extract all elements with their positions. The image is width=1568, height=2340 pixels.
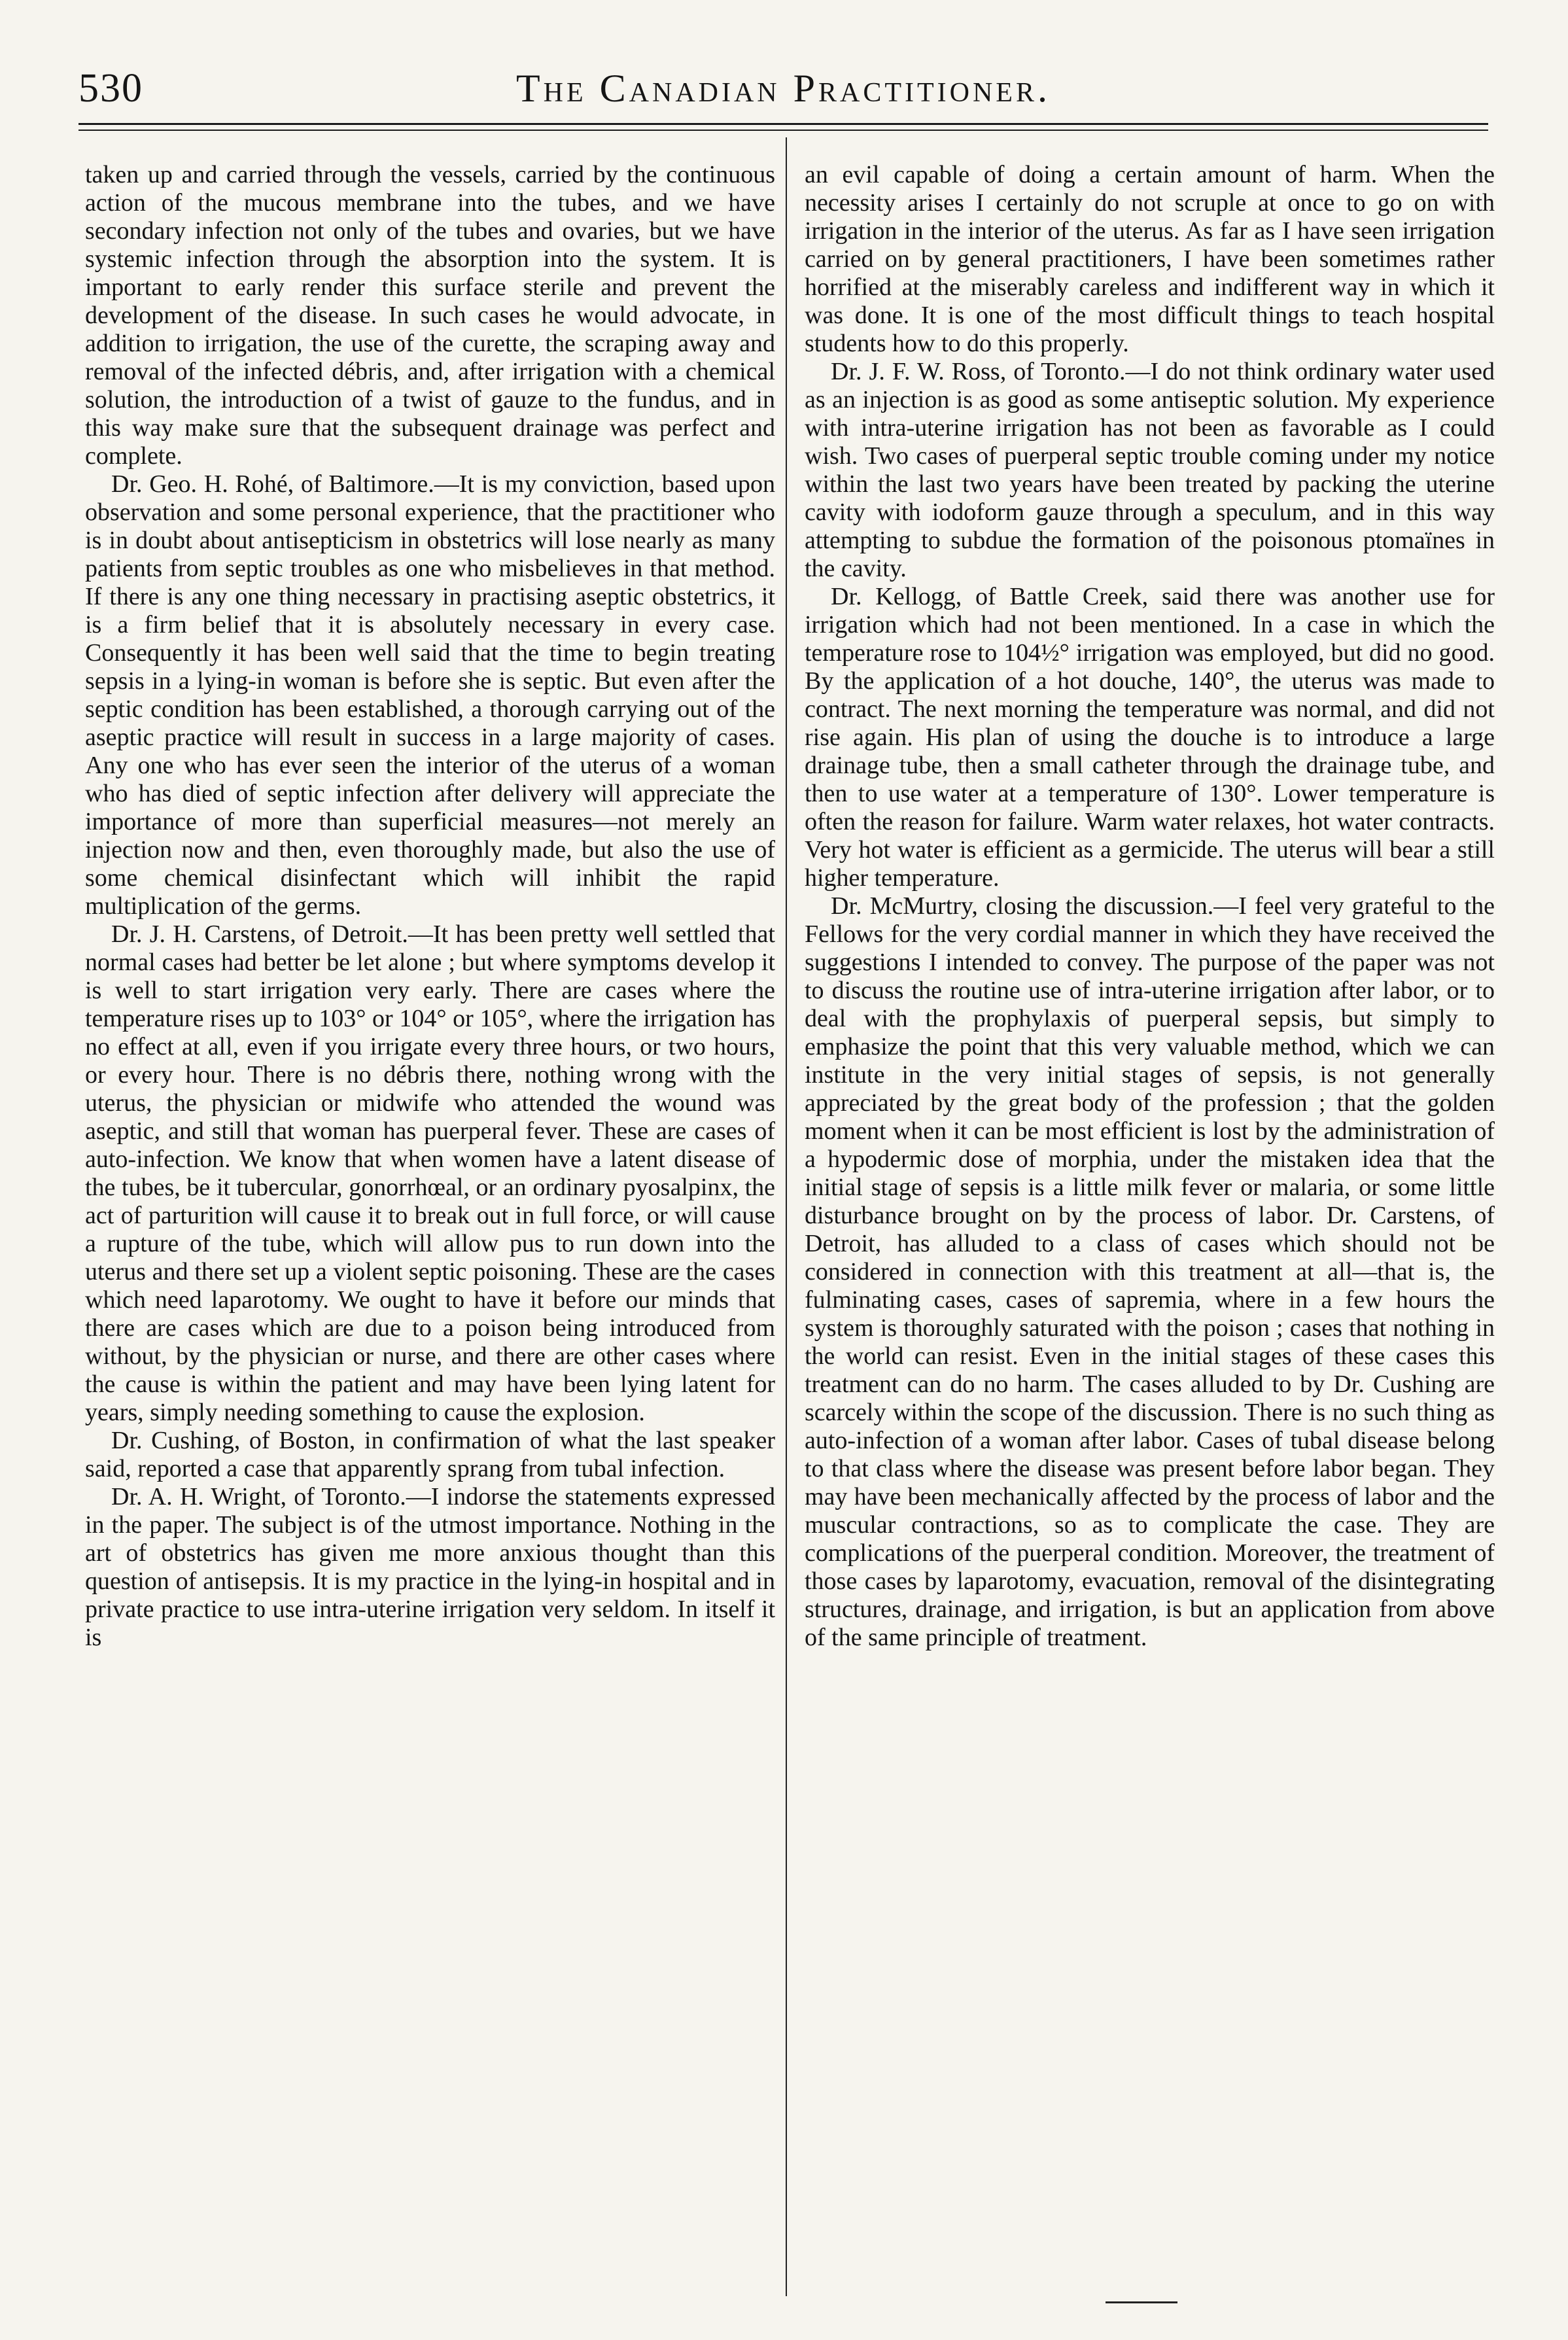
column-divider <box>786 137 787 2296</box>
paragraph-continuation: taken up and carried through the vessels, carried by the continuous action of the mucous membrane into the tubes, and we have secondary infection not only of the tubes and ovaries, but we have systemic infection through the absorption into the system. It is important to early render this surface sterile and prevent the development of the disease. In such cases he would advocate, in addition to irrigation, the use of the curette, the scraping away and removal of the infected débris, and, after irrigation with a chemical solution, the introduction of a twist of gauze to the fundus, and in this way make sure that the subsequent drainage was perfect and complete. <box>85 161 775 470</box>
paragraph-carstens: Dr. J. H. Carstens, of Detroit.—It has been pretty well settled that normal cases had better be let alone ; but where symptoms develop it is well to start irrigation very early. There are cases where the temperature rises up to 103° or 104° or 105°, where the irrigation has no effect at all, even if you irrigate every three hours, or two hours, or every hour. There is no débris there, nothing wrong with the uterus, the physician or midwife who attended the wound was aseptic, and still that woman has puerperal fever. These are cases of auto-infection. We know that when women have a latent disease of the tubes, be it tubercular, gonorrhœal, or an ordinary pyosalpinx, the act of parturition will cause it to break out in full force, or will cause a rupture of the tube, which will allow pus to run down into the uterus and there set up a violent septic poisoning. These are the cases which need laparotomy. We ought to have it before our minds that there are cases which are due to a poison being introduced from without, by the physician or nurse, and there are other cases where the cause is within the patient and may have been lying latent for years, simply needing something to cause the explosion. <box>85 920 775 1426</box>
left-column <box>85 161 775 2313</box>
page-number: 530 <box>78 66 143 111</box>
paragraph-kellogg: Dr. Kellogg, of Battle Creek, said there was another use for irrigation which had not been mentioned. In a case in which the temperature rose to 104½° irrigation was employed, but did no good. By the application of a hot douche, 140°, the uterus was made to contract. The next morning the temperature was normal, and did not rise again. His plan of using the douche is to introduce a large drainage tube, then a small catheter through the drainage tube, and then to use water at a temperature of 130°. Lower temperature is often the reason for failure. Warm water relaxes, hot water contracts. Very hot water is efficient as a germicide. The uterus will bear a still higher temperature. <box>805 583 1495 892</box>
header-rule-top <box>78 123 1488 125</box>
section-end-rule <box>1106 2301 1177 2303</box>
paragraph-rohe: Dr. Geo. H. Rohé, of Baltimore.—It is my conviction, based upon observation and some personal experience, that the practitioner who is in doubt about antisepticism in obstetrics will lose nearly as many patients from septic troubles as one who misbelieves in that method. If there is any one thing necessary in practising aseptic obstetrics, it is a firm belief that it is absolutely necessary in every case. Consequently it has been well said that the time to begin treating sepsis in a lying-in woman is before she is septic. But even after the septic condition has been established, a thorough carrying out of the aseptic practice will result in success in a large majority of cases. Any one who has ever seen the interior of the uterus of a woman who has died of septic infection after delivery will appreciate the importance of more than superficial measures—not merely an injection now and then, even thoroughly made, but also the use of some chemical disinfectant which will inhibit the rapid multiplication of the germs. <box>85 470 775 920</box>
paragraph-mcmurtry: Dr. McMurtry, closing the discussion.—I feel very grateful to the Fellows for the very cordial manner in which they have received the suggestions I intended to convey. The purpose of the paper was not to discuss the routine use of intra-uterine irrigation after labor, or to deal with the prophylaxis of puerperal sepsis, but simply to emphasize the point that this very valuable method, which we can institute in the very initial stages of sepsis, is not generally appreciated by the great body of the profession ; that the golden moment when it can be most efficient is lost by the administration of a hypodermic dose of morphia, under the mistaken idea that the initial stage of sepsis is a little milk fever or malaria, or some little disturbance brought on by the process of labor. Dr. Carstens, of Detroit, has alluded to a class of cases which should not be considered in connection with this treatment at all—that is, the fulminating cases, cases of sapremia, where in a few hours the system is thoroughly saturated with the poison ; cases that nothing in the world can resist. Even in the initial stages of these cases this treatment can do no harm. The cases alluded to by Dr. Cushing are scarcely within the scope of the discussion. There is no such thing as auto-infection of a woman after labor. Cases of tubal disease belong to that class where the disease was present before labor began. They may have been mechanically affected by the process of labor and the muscular contractions, so as to complicate the case. They are complications of the puerperal condition. Moreover, the treatment of those cases by laparotomy, evacuation, removal of the disintegrating structures, drainage, and irrigation, is but an application from above of the same principle of treatment. <box>805 892 1495 1651</box>
paragraph-cushing: Dr. Cushing, of Boston, in confirmation of what the last speaker said, reported a case that apparently sprang from tubal infection. <box>85 1427 775 1482</box>
right-column <box>805 161 1495 2313</box>
journal-title: The Canadian Practitioner. <box>516 67 1051 110</box>
paragraph-wright-continued: an evil capable of doing a certain amount of harm. When the necessity arises I certainly do not scruple at once to go on with irrigation in the interior of the uterus. As far as I have seen irrigation carried on by general practitioners, I have been sometimes rather horrified at the miserably careless and indifferent way in which it was done. It is one of the most difficult things to teach hospital students how to do this properly. <box>805 161 1495 357</box>
paragraph-wright: Dr. A. H. Wright, of Toronto.—I indorse the statements expressed in the paper. The subject is of the utmost importance. Nothing in the art of obstetrics has given me more anxious thought than this question of antisepsis. It is my practice in the lying-in hospital and in private practice to use intra-uterine irrigation very seldom. In itself it is <box>85 1483 775 1651</box>
page-header <box>78 62 1488 114</box>
paragraph-ross: Dr. J. F. W. Ross, of Toronto.—I do not think ordinary water used as an injection is as good as some antiseptic solution. My experience with intra-uterine irrigation has not been as favorable as I could wish. Two cases of puerperal septic trouble coming under my notice within the last two years have been treated by packing the uterine cavity with iodoform gauze through a speculum, and in this way attempting to subdue the formation of the poisonous ptomaïnes in the cavity. <box>805 358 1495 582</box>
header-rule-bottom <box>78 130 1488 131</box>
